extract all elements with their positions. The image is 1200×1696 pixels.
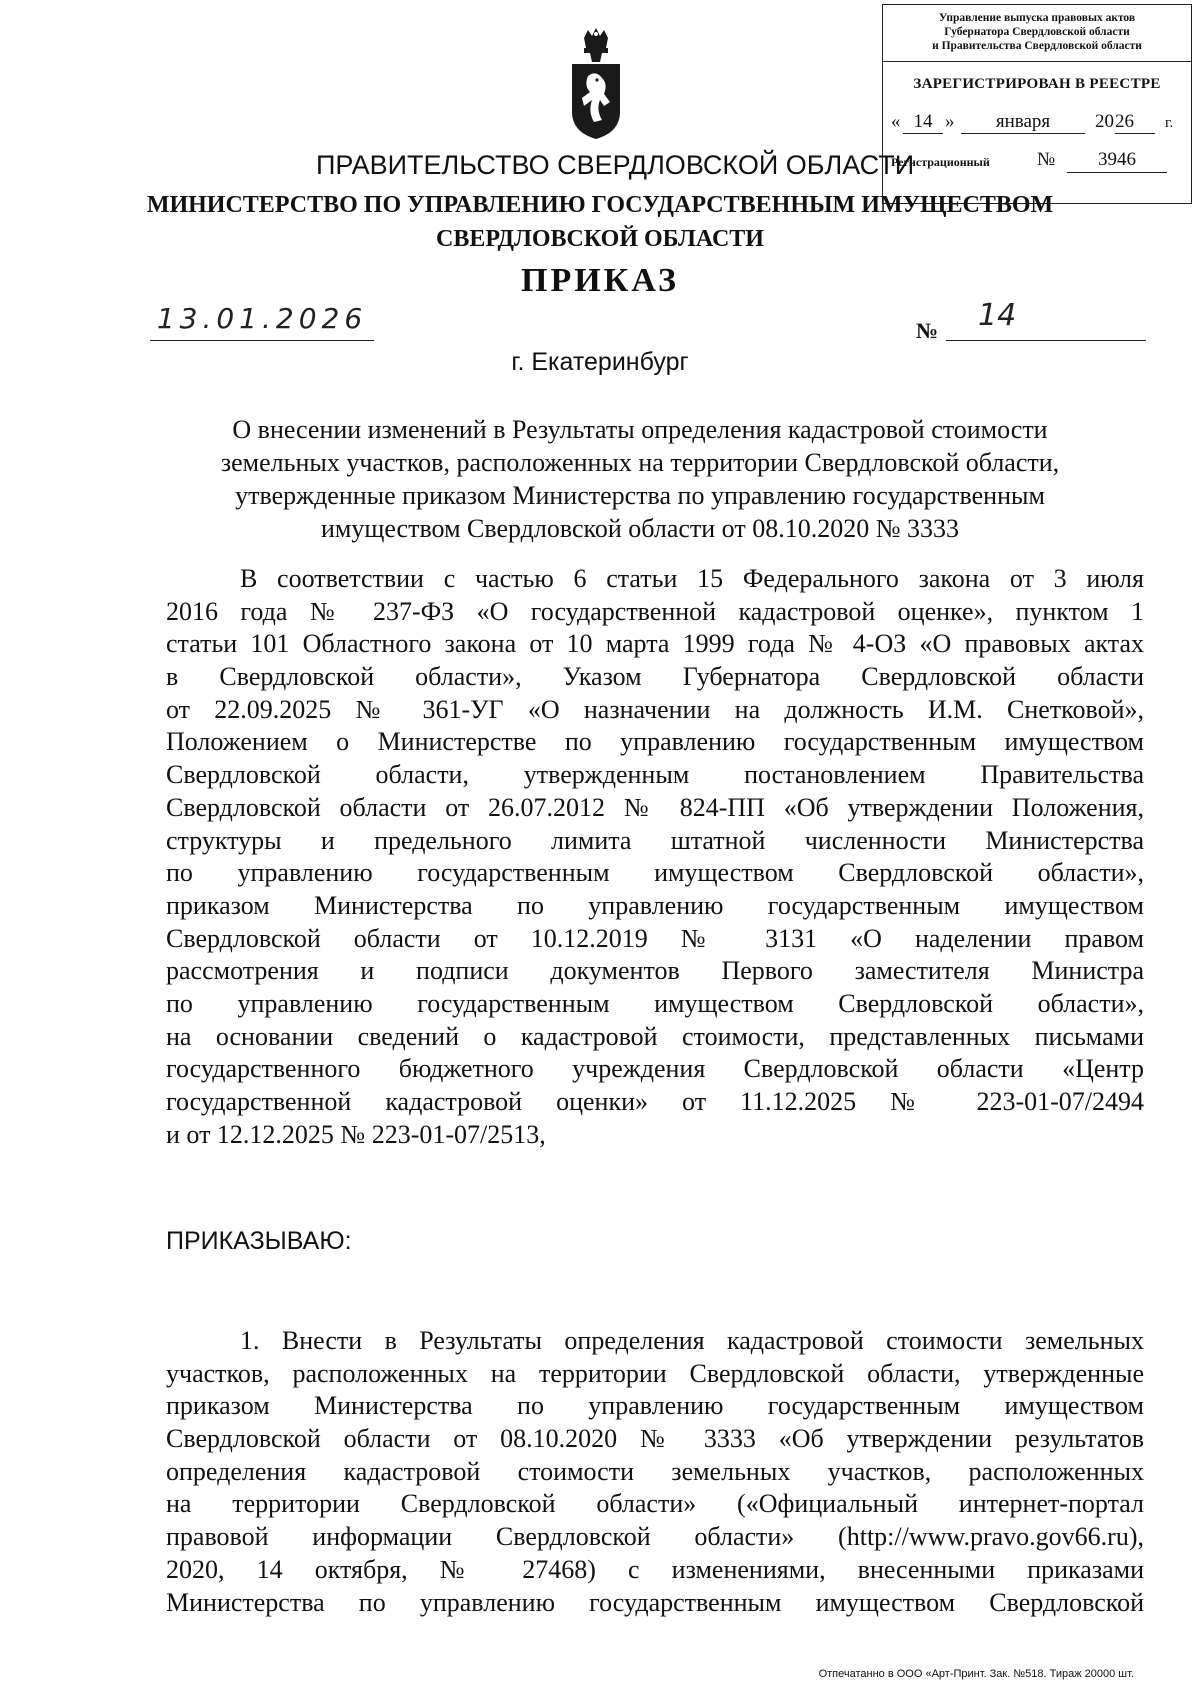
stamp-date-open-quote: « [891,111,901,132]
item-line: правовой информации Свердловской области» (http://www.pravo.gov66.ru), [166,1522,1144,1552]
preamble-line: Свердловской области от 10.12.2019 № 3131 «О наделении правом [166,923,1144,953]
city: г. Екатеринбург [511,348,689,376]
preamble-line: в Свердловской области», Указом Губернатора Свердловской области [166,662,1144,692]
preamble-line: структуры и предельного лимита штатной численности Министерства [166,825,1144,855]
item-line: 2020, 14 октября, № 27468) с изменениями, внесенными приказами [166,1554,1144,1584]
stamp-date-suffix: г. [1165,115,1174,131]
preamble-line: государственной кадастровой оценки» от 11.12.2025 № 223-01-07/2494 [166,1087,1144,1116]
preamble-line: рассмотрения и подписи документов Первого заместителя Министра [166,956,1144,986]
subject-line: О внесении изменений в Результаты определения кадастровой стоимости [232,415,1048,444]
subject-line: имуществом Свердловской области от 08.10.2020 № 3333 [320,514,960,543]
item-line: определения кадастровой стоимости земельных участков, расположенных [166,1456,1144,1486]
preamble-line: 2016 года № 237-ФЗ «О государственной кадастровой оценке», пунктом 1 [166,596,1144,626]
preamble-line: государственного бюджетного учреждения Свердловской области «Центр [166,1054,1144,1084]
stamp-registration [883,149,1191,179]
registration-stamp [882,4,1192,204]
preamble-line: по управлению государственным имуществом Свердловской области», [166,858,1144,888]
government-heading: ПРАВИТЕЛЬСТВО СВЕРДЛОВСКОЙ ОБЛАСТИ [316,150,915,180]
ministry-heading-line1: МИНИСТЕРСТВО ПО УПРАВЛЕНИЮ ГОСУДАРСТВЕННЫМ ИМУЩЕСТВОМ [146,192,1054,218]
preamble-line: от 22.09.2025 № 361-УГ «О назначении на должность И.М. Снетковой», [166,694,1144,724]
preamble-line: по управлению государственным имуществом Свердловской области», [166,988,1144,1018]
subject-line: утвержденные приказом Министерства по управлению государственным [235,481,1045,510]
number-label: № [916,318,939,343]
stamp-office [883,5,1191,62]
number-field [946,300,1146,341]
item-line: приказом Министерства по управлению государственным имуществом [166,1391,1144,1421]
item-line: на территории Свердловской области» («Официальный интернет-портал [166,1489,1144,1519]
item-line: Свердловской области от 08.10.2020 № 3333 «Об утверждении результатов [166,1424,1144,1454]
stamp-date-day: 14 [913,111,933,132]
subject-line: земельных участков, расположенных на территории Свердловской области, [220,448,1060,477]
item-1-paragraph [166,1325,1144,1619]
stamp-date-close-quote: » [945,111,955,132]
preamble-line: Положением о Министерстве по управлению государственным имуществом [166,727,1144,757]
handwritten-number: 14 [978,298,1017,333]
print-footer: Отпечатанно в ООО «Арт-Принт. Зак. №518. Тираж 20000 шт. [818,1668,1134,1680]
order-word: ПРИКАЗЫВАЮ: [166,1227,352,1255]
stamp-title: ЗАРЕГИСТРИРОВАН В РЕЕСТРЕ [913,76,1161,92]
preamble-line: Свердловской области от 26.07.2012 № 824-ПП «Об утверждении Положения, [166,792,1144,822]
item-line: участков, расположенных на территории Свердловской области, утвержденные [166,1358,1144,1388]
preamble-line: на основании сведений о кадастровой стоимости, представленных письмами [166,1021,1144,1051]
stamp-reg-number: 3946 [1098,149,1136,170]
preamble-line: и от 12.12.2025 № 223-01-07/2513, [166,1119,546,1149]
preamble-line: приказом Министерства по управлению государственным имуществом [166,890,1144,920]
stamp-date-month: января [995,111,1051,132]
stamp-office-line: Управление выпуска правовых актов [938,12,1136,24]
handwritten-date: 13.01.2026 [150,300,374,341]
ministry-heading-line2: СВЕРДЛОВСКОЙ ОБЛАСТИ [436,226,764,252]
stamp-date-year-prefix: 20 [1095,111,1114,132]
item-line: Министерства по управлению государственным имуществом Свердловской [166,1587,1144,1617]
coat-of-arms-icon [570,28,622,140]
stamp-date [883,111,1191,141]
stamp-reg-label: Регистрационный [891,155,990,169]
stamp-date-year-suffix: 26 [1115,111,1134,132]
document-subject [160,413,1120,545]
stamp-reg-no-sign: № [1037,149,1056,170]
preamble-line: статьи 101 Областного закона от 10 марта 1999 года № 4-ОЗ «О правовых актах [166,629,1144,659]
preamble-line: Свердловской области, утвержденным постановлением Правительства [166,760,1144,790]
preamble-line: В соответствии с частью 6 статьи 15 Федерального закона от 3 июля [240,564,1144,593]
document-type-heading: ПРИКАЗ [521,262,679,299]
item-line: 1. Внести в Результаты определения кадастровой стоимости земельных [240,1326,1144,1355]
preamble-paragraph [166,563,1144,1151]
stamp-office-line: и Правительства Свердловской области [932,40,1142,52]
stamp-office-line: Губернатора Свердловской области [944,26,1130,38]
